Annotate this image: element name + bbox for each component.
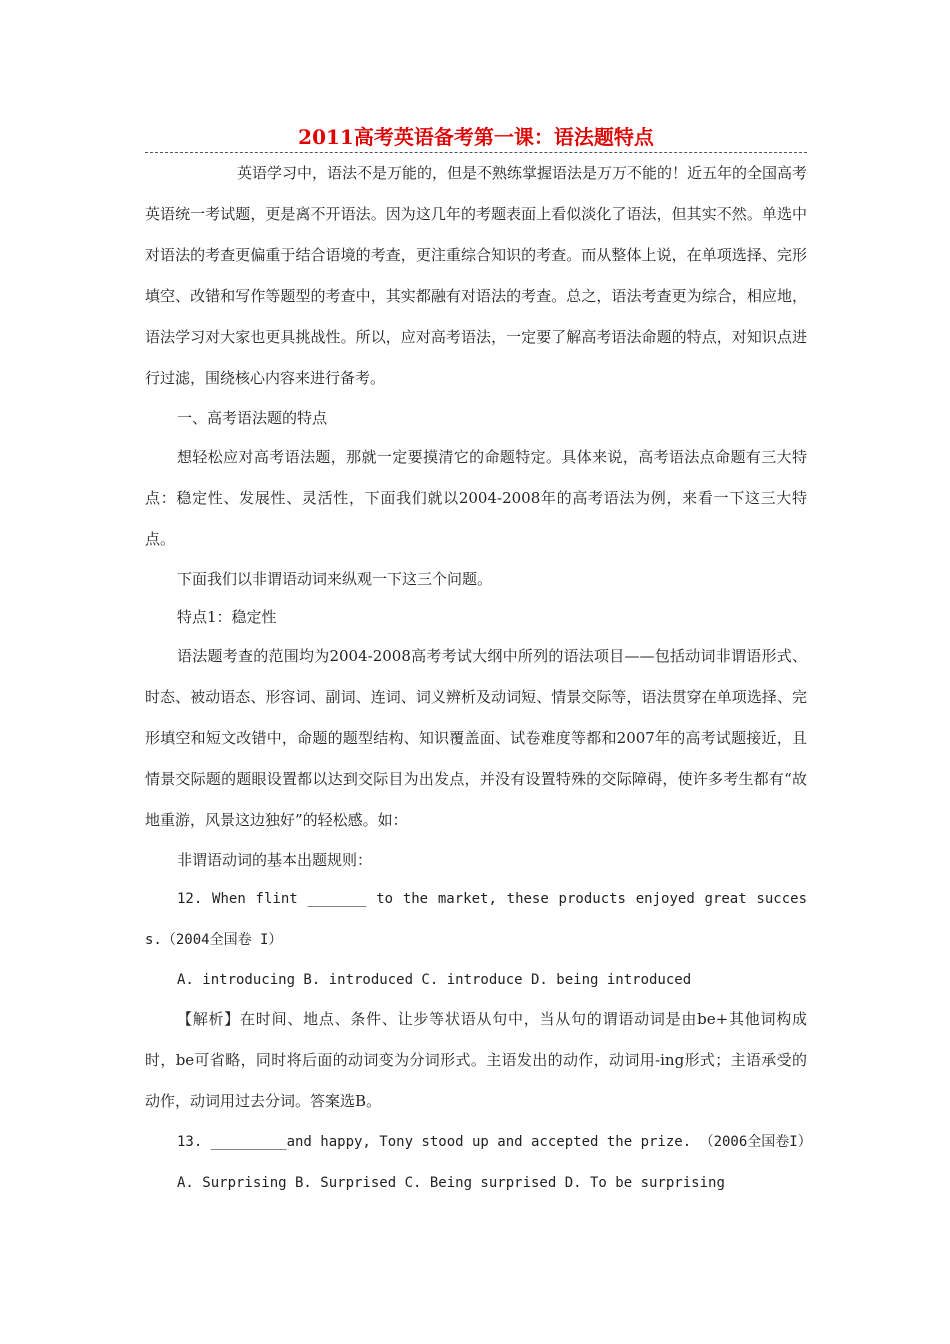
question-12: 12. When flint _______ to the market, these products enjoyed great success.（2004全国卷 I） bbox=[145, 891, 807, 948]
intro-paragraph: 英语学习中，语法不是万能的，但是不熟练掌握语法是万万不能的！近五年的全国高考英语统一考试题，更是离不开语法。因为这几年的考题表面上看似淡化了语法，但其实不然。单选中对语法的考查更偏重于结合语境的考查，更注重综合知识的考查。而从整体上说，在单项选择、完形填空、改错和写作等题型的考查中，其实都融有对语法的考查。总之，语法考查更为综合，相应地，语法学习对大家也更具挑战性。所以，应对高考语法，一定要了解高考语法命题的特点，对知识点进行过滤，围绕核心内容来进行备考。 bbox=[145, 164, 808, 387]
feature-1-heading: 特点1：稳定性 bbox=[177, 608, 277, 626]
stability-paragraph: 语法题考查的范围均为2004-2008高考考试大纲中所列的语法项目——包括动词非谓语形式、时态、被动语态、形容词、副词、连词、词义辨析及动词短、情景交际等，语法贯穿在单项选择、完形填空和短文改错中，命题的题型结构、知识覆盖面、试卷难度等都和2007年的高考试题接近，且情景交际题的题眼设置都以达到交际目为出发点，并没有设置特殊的交际障碍，使许多考生都有“故地重游，风景这边独好”的轻松感。如： bbox=[145, 647, 807, 829]
question-13: 13. _________and happy, Tony stood up and accepted the prize. （2006全国卷I） bbox=[177, 1134, 812, 1150]
section-heading: 一、高考语法题的特点 bbox=[177, 409, 328, 427]
question-12-options: A. introducing B. introduced C. introduce D. being introduced bbox=[177, 972, 692, 988]
features-paragraph: 想轻松应对高考语法题，那就一定要摸清它的命题特定。具体来说，高考语法点命题有三大特点：稳定性、发展性、灵活性，下面我们就以2004-2008年的高考语法为例，来看一下这三大特点。 bbox=[145, 448, 807, 548]
page-title: 2011高考英语备考第一课：语法题特点 bbox=[298, 125, 654, 149]
rules-heading: 非谓语动词的基本出题规则： bbox=[177, 851, 373, 869]
question-12-analysis: 【解析】在时间、地点、条件、让步等状语从句中，当从句的谓语动词是由be+其他词构成时，be可省略，同时将后面的动词变为分词形式。主语发出的动作，动词用-ing形式；主语承受的动作，动词用过去分词。答案选B。 bbox=[145, 1010, 807, 1110]
document-page bbox=[145, 118, 812, 1204]
question-13-options: A. Surprising B. Surprised C. Being surprised D. To be surprising bbox=[177, 1175, 725, 1191]
title-row bbox=[145, 118, 807, 153]
nonfinite-intro: 下面我们以非谓语动词来纵观一下这三个问题。 bbox=[177, 570, 493, 588]
